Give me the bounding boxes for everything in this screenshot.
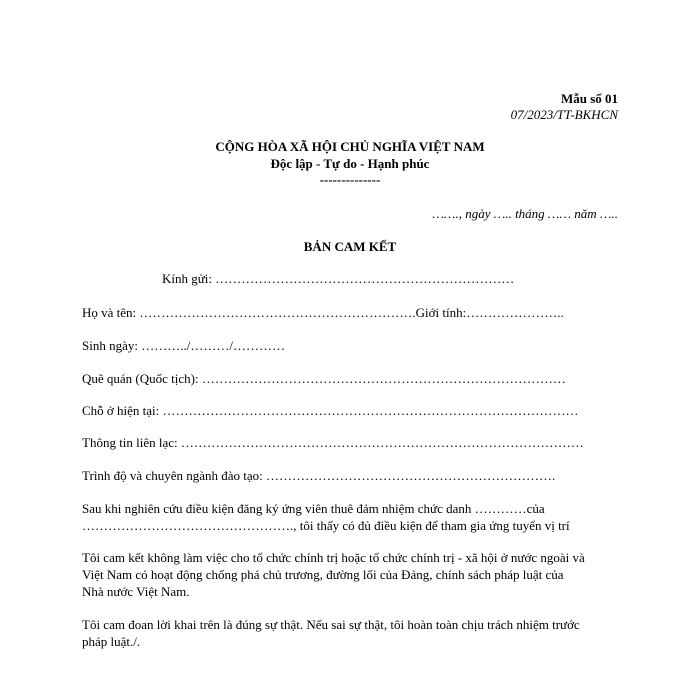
national-motto: Độc lập - Tự do - Hạnh phúc bbox=[270, 156, 430, 171]
residence-line: Chỗ ở hiện tại: …………………………………………………………………………………… bbox=[82, 403, 579, 418]
paragraph-line: Sau khi nghiên cứu điều kiện đăng ký ứng viên thuê đảm nhiệm chức danh …………của bbox=[82, 501, 545, 516]
recipient-line: Kính gửi: …………………………………………………………… bbox=[162, 271, 515, 286]
national-title: CỘNG HÒA XÃ HỘI CHỦ NGHĨA VIỆT NAM bbox=[215, 139, 485, 154]
motto-divider: -------------- bbox=[319, 172, 381, 187]
name-gender-line: Họ và tên: ……………………………………………………….Giới tính:………………….. bbox=[82, 305, 564, 320]
date-line: ……., ngày ….. tháng …… năm ….. bbox=[432, 206, 618, 221]
paragraph-line: Tôi cam kết không làm việc cho tổ chức chính trị hoặc tổ chức chính trị - xã hội ở nước ngoài và bbox=[82, 550, 585, 565]
paragraph-line: Việt Nam có hoạt động chống phá chủ trương, đường lối của Đảng, chính sách pháp luật của bbox=[82, 567, 564, 582]
contact-info-line: Thông tin liên lạc: ………………………………………………………………………………… bbox=[82, 435, 584, 450]
form-number: Mẫu số 01 bbox=[560, 91, 618, 106]
circular-reference: 07/2023/TT-BKHCN bbox=[510, 107, 618, 122]
paragraph-line: pháp luật./. bbox=[82, 634, 141, 649]
date-of-birth-line: Sinh ngày: ………../………/………… bbox=[82, 338, 285, 353]
education-line: Trình độ và chuyên ngành đào tạo: …………………………………………………………. bbox=[82, 468, 556, 483]
paragraph-line: Nhà nước Việt Nam. bbox=[82, 584, 190, 599]
hometown-line: Quê quán (Quốc tịch): ………………………………………………………………………… bbox=[82, 371, 566, 386]
paragraph-line: …………………………………………., tôi thấy có đủ điều kiện để tham gia ứng tuyển vị trí bbox=[82, 518, 570, 533]
document-title: BẢN CAM KẾT bbox=[303, 239, 397, 254]
paragraph-line: Tôi cam đoan lời khai trên là đúng sự thật. Nếu sai sự thật, tôi hoàn toàn chịu trách nhiệm trước bbox=[82, 617, 580, 632]
